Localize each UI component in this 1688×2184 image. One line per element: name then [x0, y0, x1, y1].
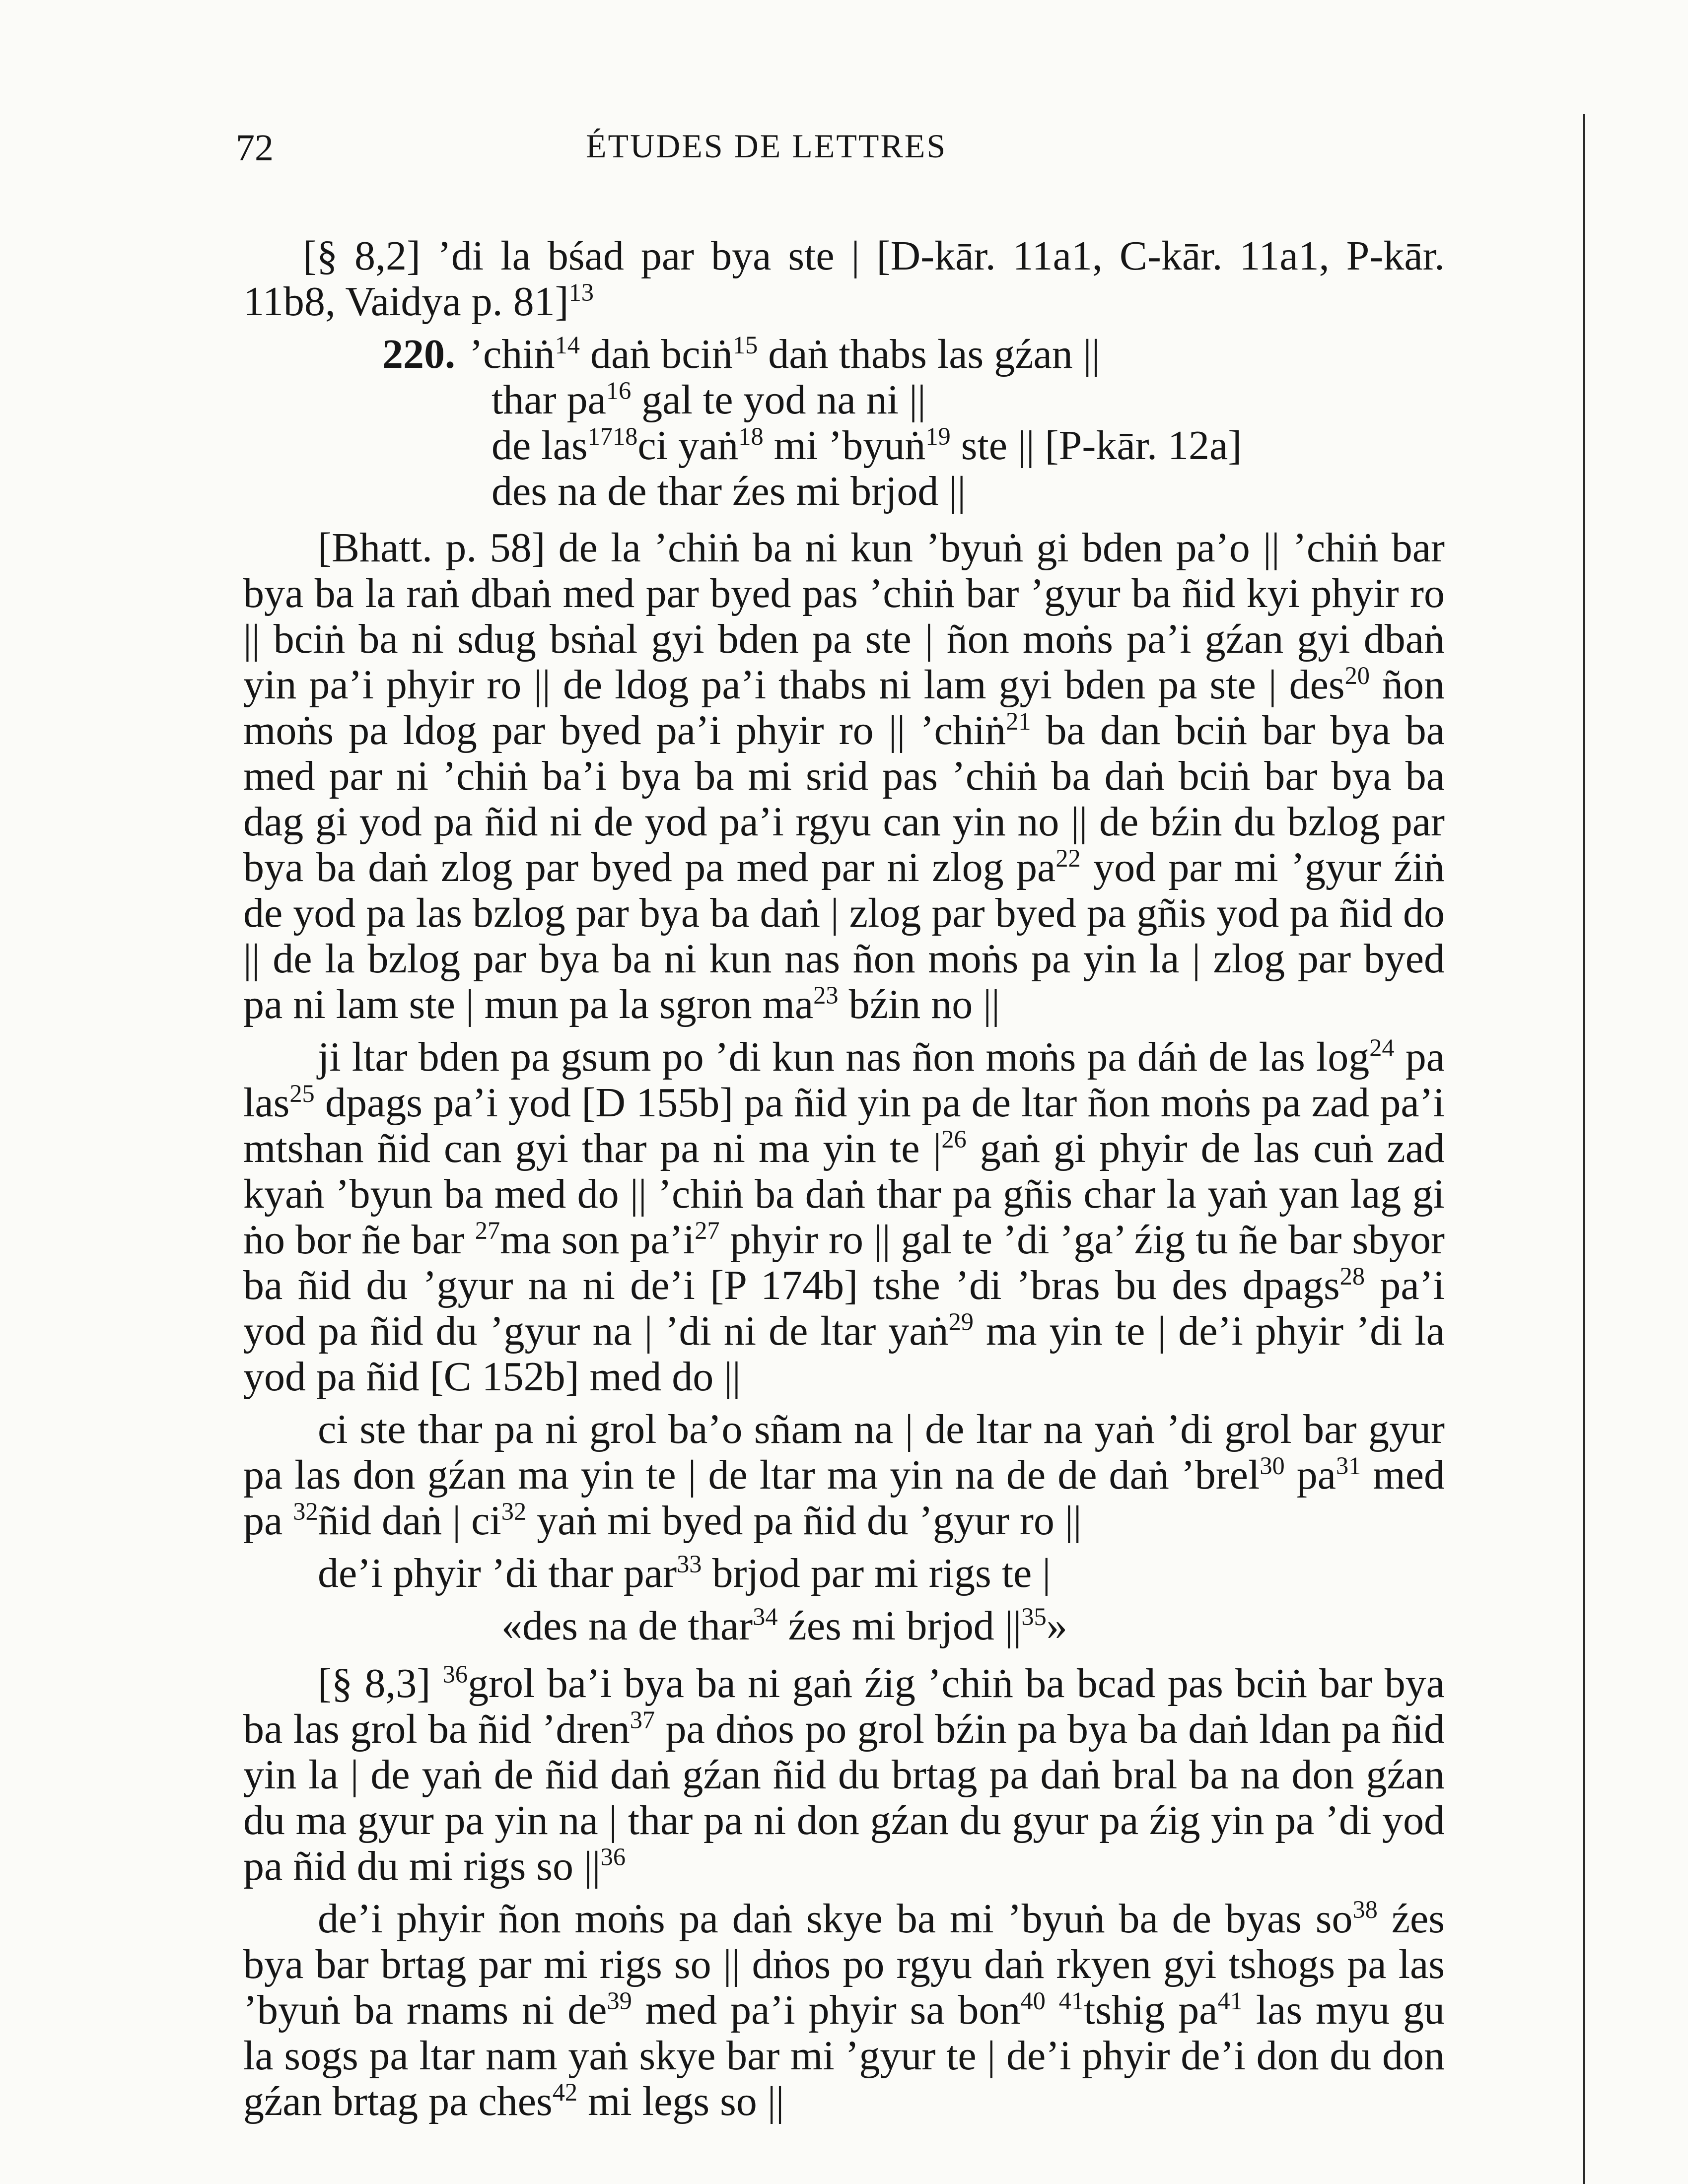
footnote-ref: 16 — [606, 377, 632, 405]
body-text — [243, 233, 1445, 2131]
footnote-ref: 13 — [568, 278, 594, 306]
footnote-ref: 41 — [1217, 1987, 1243, 2015]
paragraph: de’i phyir ’di thar par$^{33}$ brjod par mi rigs te | — [318, 1550, 1051, 1596]
footnote-ref: 42 — [552, 2078, 578, 2106]
footnote-ref: 25 — [289, 1080, 315, 1107]
verse-line: de las$^{1718}$ci yaṅ$^{18}$ mi ’byuṅ$^{19}$ ste || [P-kār. 12a] — [492, 422, 1242, 469]
footnote-ref: 22 — [1055, 844, 1081, 872]
footnote-ref: 30 — [1260, 1452, 1285, 1480]
verse-line: des na de thar źes mi brjod || — [492, 468, 966, 514]
footnote-ref: 33 — [677, 1550, 702, 1578]
footnote-ref: 39 — [607, 1987, 632, 2015]
footnote-ref: 32 — [501, 1498, 527, 1525]
paragraph: [Bhatt. p. 58] de la ’chiṅ ba ni kun ’byuṅ gi bden pa’o || ’chiṅ bar bya ba la raṅ dbaṅ med par byed pas ’chiṅ bar ’gyur ba ñid kyi phyir ro || bciṅ ba ni sdug bsṅal gyi bden pa ste | ñon moṅs pa’i gźan gyi dbaṅ yin pa’i phyir ro || de ldog pa’i thabs ni lam gyi bden pa ste | des$^{20}$ ñon moṅs pa ldog par byed pa’i phyir ro || ’chiṅ$^{21}$ ba dan bciṅ bar bya ba med par ni ’chiṅ ba’i bya ba mi srid pas ’chiṅ ba daṅ bciṅ bar bya ba dag gi yod pa ñid ni de yod pa’i rgyu can yin no || de bźin du bzlog par bya ba daṅ zlog par byed pa med par ni zlog $pa^{22}$ yod par mi ’gyur źiṅ de yod pa las bzlog par bya ba daṅ | zlog par byed pa gñis yod pa ñid do || de la bzlog par bya ba ni kun nas ñon moṅs pa yin la | zlog par byed pa ni lam ste | mun pa la sgron $ma^{23}$ bźin no || — [243, 525, 1445, 1027]
footnote-ref: 40 — [1020, 1987, 1046, 2015]
footnote-ref: 20 — [1344, 662, 1370, 689]
paragraph: [§ 8,2] ’di la bśad par bya ste | [D-kār. 11a1, C-kār. 11a1, P-kār. 11b8, Vaidya p. 81]$^{13}$ — [243, 233, 1445, 325]
footnote-ref: 37 — [630, 1706, 655, 1734]
footnote-ref: 19 — [925, 422, 951, 450]
footnote-ref: 21 — [1006, 707, 1031, 735]
quoted-verse: «des na de thar$^{34}$ źes mi brjod $||^{35}$» — [501, 1603, 1067, 1649]
paragraph: ji ltar bden pa gsum po ’di kun nas ñon moṅs pa dáṅ de las $\log^{24}$ pa las$^{25}$ dpags pa’i yod [D 155b] pa ñid yin pa de ltar ñon moṅs pa zad pa’i mtshan ñid can gyi thar pa ni ma yin te $|^{26}$ gaṅ gi phyir de las cuṅ zad kyaṅ ’byun ba med do || ’chiṅ ba daṅ thar pa gñis char la yaṅ yan lag gi ṅo bor ñe bar $^{27}$ma son $pa’i^{27}$ phyir ro || gal te ’di ’ga’ źig tu ñe bar sbyor ba ñid du ’gyur na ni de’i [P 174b] tshe ’di ’bras bu des dpags$^{28}$ pa’i yod pa ñid du ’gyur na | ’di ni de ltar yaṅ$^{29}$ ma yin te | de’i phyir ’di la yod pa ñid [C 152b] med do || — [243, 1034, 1445, 1400]
footnote-ref: 38 — [1352, 1896, 1378, 1923]
footnote-ref: 34 — [753, 1603, 778, 1631]
running-head: ÉTUDES DE LETTRES — [586, 127, 947, 165]
paragraph: de’i phyir ñon moṅs pa daṅ skye ba mi ’byuṅ ba de byas $so^{38}$ źes bya bar brtag par mi rigs so || dṅos po rgyu daṅ rkyen gyi tshogs pa las ’byuṅ ba rnams ni $de^{39}$ med pa’i phyir sa bon$^{40}$ $^{41}$tshig $pa^{41}$ las myu gu la sogs pa ltar nam yaṅ skye bar mi ’gyur te | de’i phyir de’i don du don gźan brtag pa ches$^{42}$ mi legs so || — [243, 1896, 1445, 2124]
footnote-ref: 15 — [732, 331, 758, 359]
footnote-ref: 27 — [695, 1217, 720, 1244]
page-number: 72 — [236, 127, 274, 169]
paragraph: ci ste thar pa ni grol ba’o sñam na | de ltar na yaṅ ’di grol bar gyur pa las don gźan ma yin te | de ltar ma yin na de de daṅ ’brel$^{30}$ $pa^{31}$ med pa $^{32}$ñid daṅ | $ci^{32}$ yaṅ mi byed pa ñid du ’gyur ro || — [243, 1406, 1445, 1544]
footnote-ref: 17 — [587, 422, 613, 450]
footnote-ref: 14 — [555, 331, 580, 359]
footnote-ref: 28 — [1339, 1262, 1365, 1290]
paragraph: [§ 8,3] $^{36}$grol ba’i bya ba ni gaṅ źig ’chiṅ ba bcad pas bciṅ bar bya ba las grol ba ñid ’dren$^{37}$ pa dṅos po grol bźin pa bya ba daṅ ldan pa ñid yin la | de yaṅ de ñid daṅ gźan ñid du brtag pa daṅ bral ba na don gźan du ma gyur pa yin na | thar pa ni don gźan du gyur pa źig yin pa ’di yod pa ñid du mi rigs so $||^{36}$ — [243, 1660, 1445, 1889]
footnote-ref: 23 — [813, 981, 839, 1009]
footnote-ref: 29 — [948, 1308, 974, 1336]
footnote-ref: 18 — [612, 422, 638, 450]
footnote-ref: 35 — [1021, 1603, 1047, 1631]
footnote-ref: 41 — [1058, 1987, 1084, 2015]
footnote-ref: 36 — [442, 1660, 468, 1688]
page-header — [0, 127, 1688, 181]
footnote-ref: 26 — [941, 1125, 967, 1153]
footnote-ref: 31 — [1336, 1452, 1361, 1480]
verse-number: 220. — [382, 331, 455, 377]
footnote-ref: 24 — [1369, 1034, 1395, 1062]
verse-220 — [243, 332, 1445, 514]
verse-line: thar $pa^{16}$ gal te yod na ni || — [492, 377, 926, 423]
footnote-ref: 36 — [600, 1843, 626, 1871]
verse-line: 220. ’chiṅ$^{14}$ daṅ bciṅ$^{15}$ daṅ thabs las gźan || — [382, 331, 1100, 377]
footnote-ref: 18 — [738, 422, 764, 450]
page-edge-rule — [1583, 114, 1585, 2184]
footnote-ref: 32 — [293, 1498, 318, 1525]
footnote-ref: 27 — [475, 1217, 500, 1244]
